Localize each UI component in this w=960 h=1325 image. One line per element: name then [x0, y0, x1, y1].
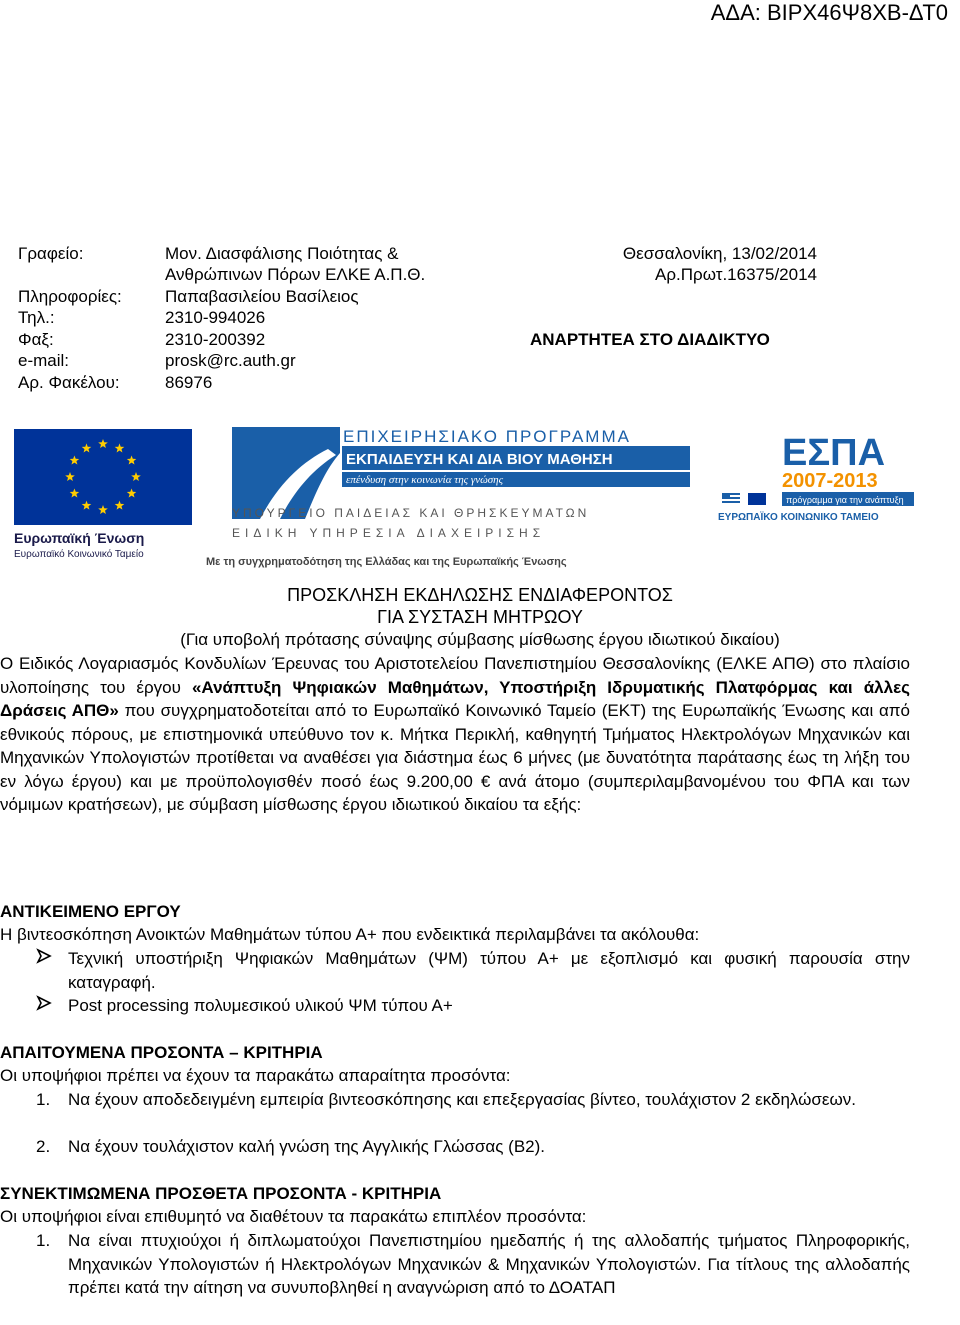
object-intro: Η βιντεοσκόπηση Ανοικτών Μαθημάτων τύπου Α+ που ενδεικτικά περιλαμβάνει τα ακόλουθα: — [0, 925, 700, 944]
cofinancing-note: Με τη συγχρηματοδότηση της Ελλάδας και της Ευρωπαϊκής Ένωσης — [206, 556, 567, 568]
fax-label: Φαξ: — [18, 330, 54, 349]
intro-part1: Ο Ειδικός Λογαριασμός Κονδυλίων Έρευνας του Αριστοτελείου Πανεπιστημίου Θεσσαλονίκης (ΕΛΚΕ ΑΠΘ) στο πλαίσιο υλοποίησης του έργου — [0, 654, 910, 697]
program-title: ΕΠΙΧΕΙΡΗΣΙΑΚΟ ΠΡΟΓΡΑΜΜΑ — [343, 427, 631, 446]
office-label: Γραφείο: — [18, 244, 84, 263]
espa-tagline: πρόγραμμα για την ανάπτυξη — [786, 495, 904, 505]
folder-label: Αρ. Φακέλου: — [18, 373, 120, 392]
email-label: e-mail: — [18, 351, 70, 370]
arrow-bullet-icon — [36, 947, 52, 971]
eu-label: Ευρωπαϊκή Ένωση — [14, 530, 145, 546]
program-subtitle: ΕΚΠΑΙΔΕΥΣΗ ΚΑΙ ΔΙΑ ΒΙΟΥ ΜΑΘΗΣΗ — [346, 451, 613, 468]
espa-logo — [718, 432, 914, 523]
office-value-1: Μον. Διασφάλισης Ποιότητας & — [165, 244, 399, 263]
arrow-bullet-icon — [36, 994, 52, 1018]
required-heading: ΑΠΑΙΤΟΥΜΕΝΑ ΠΡΟΣΟΝΤΑ – ΚΡΙΤΗΡΙΑ — [0, 1043, 323, 1062]
funding-banner — [10, 425, 920, 575]
required-item-1: Να έχουν αποδεδειγμένη εμπειρία βιντεοσκόπησης και επεξεργασίας βίντεο, τουλάχιστον 2 εκδηλώσεων. — [68, 1090, 856, 1109]
ada-code: ΑΔΑ: ΒΙΡΧ46Ψ8ΧΒ-ΔΤ0 — [710, 0, 948, 25]
program-logo — [206, 427, 690, 568]
tel-label: Τηλ.: — [18, 308, 55, 327]
document-subtitle: (Για υποβολή πρότασης σύναψης σύμβασης μίσθωσης έργου ιδιωτικού δικαίου) — [180, 630, 780, 649]
object-heading: ΑΝΤΙΚΕΙΜΕΝΟ ΕΡΓΟΥ — [0, 902, 181, 921]
object-item-2: Post processing πολυμεσικού υλικού ΨΜ τύπου Α+ — [68, 996, 453, 1015]
info-value: Παπαβασιλείου Βασίλειος — [165, 287, 359, 306]
required-intro: Οι υποψήφιοι πρέπει να έχουν τα παρακάτω απαραίτητα προσόντα: — [0, 1066, 511, 1085]
espa-years: 2007-2013 — [782, 470, 878, 492]
espa-fund: ΕΥΡΩΠΑΪΚΟ ΚΟΙΝΩΝΙΚΟ ΤΑΜΕΙΟ — [718, 512, 879, 523]
document-title-line2: ΓΙΑ ΣΥΣΤΑΣΗ ΜΗΤΡΩΟΥ — [377, 607, 583, 627]
object-item-1: Τεχνική υποστήριξη Ψηφιακών Μαθημάτων (ΨΜ) τύπου Α+ με εξοπλισμό και φυσική παρουσία στην καταγραφή. — [68, 949, 910, 992]
required-number-2: 2. — [36, 1137, 51, 1156]
office-value-2: Ανθρώπινων Πόρων ΕΛΚΕ Α.Π.Θ. — [165, 265, 426, 284]
info-label: Πληροφορίες: — [18, 287, 122, 306]
espa-title: ΕΣΠΑ — [782, 432, 886, 474]
required-number-1: 1. — [36, 1090, 51, 1109]
required-item-2: Να έχουν τουλάχιστον καλή γνώση της Αγγλικής Γλώσσας (Β2). — [68, 1137, 546, 1156]
additional-heading: ΣΥΝΕΚΤΙΜΩΜΕΝΑ ΠΡΟΣΘΕΤΑ ΠΡΟΣΟΝΤΑ - ΚΡΙΤΗΡΙΑ — [0, 1184, 442, 1203]
eu-fund-label: Ευρωπαϊκό Κοινωνικό Ταμείο — [14, 549, 144, 560]
additional-item-1: Να είναι πτυχιούχοι ή διπλωματούχοι Πανεπιστημίου ημεδαπής ή της αλλοδαπής τμήματος Πληροφορικής, Μηχανικών Υπολογιστών ή Ηλεκτρολόγων Μηχανικών & Μηχανικών Υπολογιστών. Για τίτλους της αλλοδαπής πρέπει κατά την αίτηση να συνυποβληθεί η αναγνώριση από το ΔΟΑΤΑΠ — [68, 1231, 910, 1297]
protocol-number: Αρ.Πρωτ.16375/2014 — [655, 265, 817, 284]
additional-intro: Οι υποψήφιοι είναι επιθυμητό να διαθέτουν τα παρακάτω επιπλέον προσόντα: — [0, 1207, 587, 1226]
intro-paragraph — [0, 652, 910, 817]
intro-part2: που συγχρηματοδοτείται από το Ευρωπαϊκό Κοινωνικό Ταμείο (ΕΚΤ) της Ευρωπαϊκής Ένωσης και από εθνικούς πόρους, με επιστημονικά υπεύθυνο τον κ. Μήτκα Περικλή, καθηγητή Τμήματος Ηλεκτρολόγων Μηχανικών και Μηχανικών Υπολογιστών προτίθεται να αναθέσει για διάστημα έως 6 μήνες (με δυνατότητα παράτασης έως τη λήξη του εν λόγω έργου) και με προϋπολογισθέν ποσό έως 9.200,00 € ανά άτομο (συμπεριλαμβανομένου του ΦΠΑ και των νόμιμων κρατήσεων), με σύμβαση μίσθωσης έργου ιδιωτικού δικαίου τα εξής: — [0, 701, 910, 814]
place-date: Θεσσαλονίκη, 13/02/2014 — [622, 244, 817, 263]
eu-flag-logo — [14, 429, 192, 560]
additional-number-1: 1. — [36, 1231, 51, 1250]
tel-value: 2310-994026 — [165, 308, 266, 327]
document-title-line1: ΠΡΟΣΚΛΗΣΗ ΕΚΔΗΛΩΣΗΣ ΕΝΔΙΑΦΕΡΟΝΤΟΣ — [287, 585, 673, 605]
program-slogan: επένδυση στην κοινωνία της γνώσης — [346, 474, 504, 486]
folder-value: 86976 — [165, 373, 213, 392]
email-value: prosk@rc.auth.gr — [165, 351, 296, 370]
ministry-name: ΥΠΟΥΡΓΕΙΟ ΠΑΙΔΕΙΑΣ ΚΑΙ ΘΡΗΣΚΕΥΜΑΤΩΝ — [232, 506, 590, 520]
ministry-department: ΕΙΔΙΚΗ ΥΠΗΡΕΣΙΑ ΔΙΑΧΕΙΡΙΣΗΣ — [232, 526, 546, 540]
project-name: «Ανάπτυξη Ψηφιακών Μαθημάτων, Υποστήριξη Ιδρυματικής Πλατφόρμας και άλλες Δράσεις ΑΠΘ» — [0, 677, 910, 720]
posting-note: ΑΝΑΡΤΗΤΕΑ ΣΤΟ ΔΙΑΔΙΚΤΥΟ — [530, 330, 770, 349]
fax-value: 2310-200392 — [165, 330, 266, 349]
